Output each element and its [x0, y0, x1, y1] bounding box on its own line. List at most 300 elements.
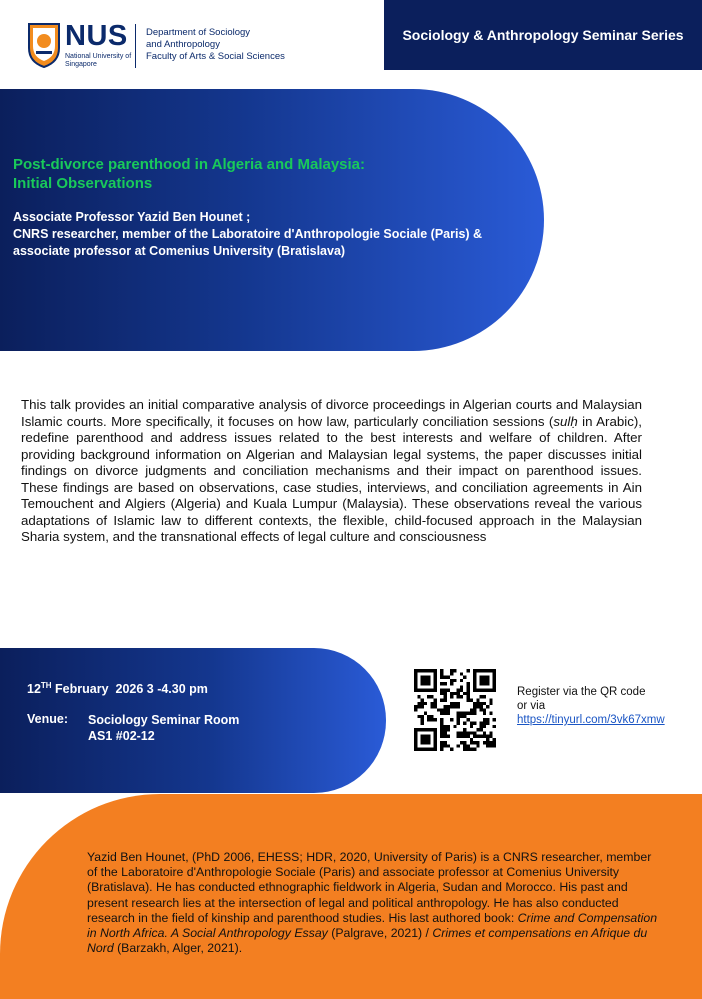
qr-module: [466, 682, 469, 685]
qr-module: [453, 692, 456, 695]
qr-module: [414, 679, 417, 682]
qr-module: [486, 679, 489, 682]
qr-module: [421, 741, 424, 744]
qr-module: [476, 702, 479, 705]
qr-module: [414, 744, 417, 747]
qr-module: [440, 672, 443, 675]
qr-module: [421, 738, 424, 741]
qr-module: [447, 705, 450, 708]
qr-module: [434, 705, 437, 708]
qr-module: [417, 705, 420, 708]
qr-module: [421, 682, 424, 685]
event-day-suffix: TH: [40, 681, 52, 690]
qr-module: [440, 741, 443, 744]
qr-module: [466, 735, 469, 738]
qr-module: [483, 679, 486, 682]
qr-module: [444, 699, 447, 702]
qr-module: [453, 669, 456, 672]
qr-module: [489, 689, 492, 692]
qr-module: [427, 728, 430, 731]
qr-module: [417, 715, 420, 718]
qr-module: [489, 699, 492, 702]
qr-module: [421, 699, 424, 702]
qr-module: [457, 712, 460, 715]
qr-module: [460, 712, 463, 715]
qr-module: [483, 718, 486, 721]
qr-module: [417, 695, 420, 698]
qr-module: [486, 705, 489, 708]
speaker-line-3: associate professor at Comenius University (Bratislava): [13, 244, 346, 258]
qr-module: [434, 738, 437, 741]
qr-module: [421, 721, 424, 724]
qr-module: [460, 689, 463, 692]
qr-module: [470, 708, 473, 711]
qr-module: [450, 682, 453, 685]
qr-module: [466, 731, 469, 734]
nus-wordmark: NUS: [65, 20, 128, 52]
qr-module: [424, 702, 427, 705]
qr-module: [463, 741, 466, 744]
qr-module: [493, 725, 496, 728]
qr-module: [486, 741, 489, 744]
qr-module: [457, 744, 460, 747]
qr-module: [421, 689, 424, 692]
qr-module: [463, 735, 466, 738]
qr-module: [427, 689, 430, 692]
qr-module: [457, 695, 460, 698]
abstract-italic-term: sulḥ: [553, 413, 578, 429]
nus-logo: [27, 22, 297, 72]
qr-module: [450, 692, 453, 695]
qr-module: [417, 689, 420, 692]
qr-module: [457, 689, 460, 692]
qr-module: [476, 705, 479, 708]
qr-module: [430, 705, 433, 708]
qr-module: [493, 718, 496, 721]
qr-module: [470, 731, 473, 734]
qr-module: [473, 705, 476, 708]
qr-module: [450, 718, 453, 721]
qr-module: [427, 676, 430, 679]
qr-module: [453, 705, 456, 708]
qr-module: [473, 702, 476, 705]
qr-module: [440, 689, 443, 692]
qr-module: [470, 741, 473, 744]
qr-module: [430, 715, 433, 718]
qr-module: [460, 672, 463, 675]
qr-module: [424, 735, 427, 738]
qr-module: [450, 695, 453, 698]
qr-module: [434, 728, 437, 731]
qr-module: [463, 731, 466, 734]
qr-module: [480, 695, 483, 698]
qr-module: [466, 699, 469, 702]
qr-module: [440, 728, 443, 731]
venue-line-2: AS1 #02-12: [88, 729, 155, 743]
qr-module: [424, 738, 427, 741]
qr-module: [493, 676, 496, 679]
speaker-info: [13, 209, 513, 260]
qr-module: [444, 705, 447, 708]
qr-module: [493, 672, 496, 675]
qr-module: [483, 682, 486, 685]
qr-module: [427, 738, 430, 741]
qr-module: [434, 731, 437, 734]
qr-module: [424, 741, 427, 744]
qr-module: [480, 676, 483, 679]
qr-module: [427, 715, 430, 718]
qr-module: [434, 702, 437, 705]
qr-module: [440, 735, 443, 738]
qr-module: [480, 728, 483, 731]
qr-module: [483, 731, 486, 734]
qr-module: [427, 718, 430, 721]
qr-module: [463, 715, 466, 718]
qr-module: [470, 712, 473, 715]
qr-module: [414, 731, 417, 734]
qr-module: [483, 712, 486, 715]
qr-module: [417, 669, 420, 672]
qr-module: [486, 744, 489, 747]
qr-module: [440, 744, 443, 747]
qr-module: [486, 718, 489, 721]
qr-module: [427, 695, 430, 698]
register-link[interactable]: https://tinyurl.com/3vk67xmw: [517, 714, 665, 726]
registration-info: [517, 685, 697, 727]
qr-module: [414, 728, 417, 731]
qr-module: [476, 689, 479, 692]
qr-module: [473, 676, 476, 679]
qr-module: [430, 695, 433, 698]
qr-module: [427, 679, 430, 682]
qr-module: [447, 728, 450, 731]
department-name: [146, 27, 316, 63]
qr-module: [480, 705, 483, 708]
qr-module: [447, 708, 450, 711]
qr-module: [447, 676, 450, 679]
nus-fullname: National University of Singapore: [65, 53, 132, 68]
event-date: [27, 681, 208, 696]
talk-title: [13, 155, 483, 193]
qr-module: [483, 725, 486, 728]
qr-module: [430, 669, 433, 672]
qr-module: [447, 689, 450, 692]
qr-module: [473, 708, 476, 711]
dept-line-1: Department of Sociology: [146, 27, 251, 38]
qr-module: [466, 712, 469, 715]
qr-module: [440, 682, 443, 685]
qr-module: [434, 669, 437, 672]
qr-module: [444, 741, 447, 744]
qr-module: [460, 735, 463, 738]
qr-module: [434, 682, 437, 685]
qr-module: [473, 669, 476, 672]
qr-module: [444, 695, 447, 698]
qr-module: [440, 708, 443, 711]
qr-module: [417, 702, 420, 705]
qr-module: [480, 702, 483, 705]
qr-module: [493, 738, 496, 741]
logo-divider: [135, 24, 136, 68]
bio-book-1: Crime and Compensation in North Africa. A Social Anthropology Essay: [87, 910, 658, 941]
qr-module: [463, 728, 466, 731]
qr-module: [453, 702, 456, 705]
qr-module: [460, 741, 463, 744]
qr-module: [486, 735, 489, 738]
qr-module: [414, 672, 417, 675]
qr-module: [457, 718, 460, 721]
qr-module: [414, 741, 417, 744]
qr-module: [421, 735, 424, 738]
qr-module: [440, 699, 443, 702]
qr-module: [463, 744, 466, 747]
qr-module: [460, 685, 463, 688]
qr-module: [440, 718, 443, 721]
qr-module: [453, 725, 456, 728]
qr-module: [427, 669, 430, 672]
qr-module: [473, 735, 476, 738]
qr-module: [457, 692, 460, 695]
qr-module: [473, 685, 476, 688]
qr-module: [489, 741, 492, 744]
qr-module: [424, 682, 427, 685]
qr-module: [424, 712, 427, 715]
qr-module: [473, 682, 476, 685]
qr-module: [421, 676, 424, 679]
qr-module: [486, 669, 489, 672]
qr-module: [421, 669, 424, 672]
abstract-part-2: in Arabic), redefine parenthood and address issues related to the best interests and welfare of children. After providing background information on Algerian and Malaysian legal systems, the paper discusses initial findings on divorce judgments and conciliation mechanisms and their impact on parenthood issues. These findings are based on observations, case studies, interviews, and conciliation agreements in Ain Temouchent and Algiers (Algeria) and Kuala Lumpur (Malaysia). These observations reveal the various adaptations of Islamic law to different contexts, the flexible, child-focused approach in the Malaysian Sharia system, and the transnational effects of legal culture and consciousness: [21, 413, 642, 544]
qr-module: [444, 692, 447, 695]
qr-module: [493, 744, 496, 747]
qr-module: [486, 738, 489, 741]
qr-module: [489, 712, 492, 715]
qr-module: [430, 689, 433, 692]
qr-module: [417, 728, 420, 731]
qr-module: [444, 725, 447, 728]
qr-module: [440, 748, 443, 751]
qr-module: [473, 689, 476, 692]
qr-module: [473, 721, 476, 724]
seminar-series-banner: [384, 0, 702, 70]
qr-module: [450, 672, 453, 675]
qr-module: [483, 702, 486, 705]
qr-module: [473, 748, 476, 751]
qr-module: [483, 689, 486, 692]
qr-module: [434, 699, 437, 702]
qr-module: [421, 705, 424, 708]
qr-module: [414, 708, 417, 711]
bio-book-2: Crimes et compensations en Afrique du Nord: [87, 926, 648, 956]
qr-module: [460, 695, 463, 698]
qr-module: [414, 705, 417, 708]
qr-module: [486, 676, 489, 679]
qr-module: [440, 721, 443, 724]
qr-module: [466, 718, 469, 721]
qr-module: [493, 689, 496, 692]
qr-module: [476, 669, 479, 672]
qr-module: [470, 721, 473, 724]
qr-module: [463, 676, 466, 679]
qr-module: [430, 702, 433, 705]
qr-module: [444, 735, 447, 738]
qr-module: [460, 715, 463, 718]
qr-module: [470, 738, 473, 741]
qr-module: [483, 741, 486, 744]
bio-part-1: Yazid Ben Hounet, (PhD 2006, EHESS; HDR, 2020, University of Paris) is a CNRS researcher, member of the Laboratoire d'Anthropologie Sociale (Paris) and associate professor at Comenius University (Bratislava). He has conducted ethnographic fieldwork in Algeria, Sudan and Morocco. His past and present research lies at the intersection of legal and political anthropology. He has also conducted research in the field of kinship and parenthood studies. His last authored book:: [87, 850, 652, 925]
qr-module: [434, 748, 437, 751]
qr-module: [457, 702, 460, 705]
speaker-line-1: Associate Professor Yazid Ben Hounet ;: [13, 210, 251, 224]
register-line-2: or via: [517, 700, 546, 712]
qr-module: [489, 669, 492, 672]
venue-value: [88, 712, 239, 744]
qr-module: [417, 748, 420, 751]
qr-module: [434, 689, 437, 692]
qr-module: [480, 689, 483, 692]
qr-module: [457, 705, 460, 708]
qr-module: [493, 741, 496, 744]
qr-module: [489, 735, 492, 738]
qr-module: [450, 748, 453, 751]
qr-module: [476, 735, 479, 738]
title-line-2: Initial Observations: [13, 175, 153, 192]
qr-module: [444, 682, 447, 685]
qr-module: [434, 744, 437, 747]
event-date-rest: February 2026 3 -4.30 pm: [51, 682, 208, 697]
qr-module: [457, 735, 460, 738]
qr-module: [480, 682, 483, 685]
dept-line-3: Faculty of Arts & Social Sciences: [146, 51, 285, 62]
qr-module: [483, 708, 486, 711]
qr-module: [424, 689, 427, 692]
qr-module: [414, 682, 417, 685]
qr-module: [414, 735, 417, 738]
qr-module: [434, 679, 437, 682]
qr-module: [427, 748, 430, 751]
qr-module: [483, 735, 486, 738]
qr-module: [444, 731, 447, 734]
qr-module: [430, 748, 433, 751]
venue-label: Venue:: [27, 712, 68, 726]
qr-module: [421, 748, 424, 751]
qr-module: [493, 669, 496, 672]
qr-module: [440, 669, 443, 672]
venue-line-1: Sociology Seminar Room: [88, 713, 240, 727]
qr-module: [470, 748, 473, 751]
abstract-part-1: This talk provides an initial comparative analysis of divorce proceedings in Algerian courts and Malaysian Islamic courts. More specifically, it focuses on how law, particularly conciliation sessions (: [21, 397, 642, 429]
qr-module: [424, 676, 427, 679]
qr-module: [493, 685, 496, 688]
qr-module: [414, 669, 417, 672]
qr-module: [444, 708, 447, 711]
qr-module: [450, 705, 453, 708]
qr-module: [447, 712, 450, 715]
qr-module: [466, 744, 469, 747]
qr-module: [470, 699, 473, 702]
qr-module: [447, 744, 450, 747]
qr-module: [473, 741, 476, 744]
qr-module: [463, 712, 466, 715]
qr-module: [440, 712, 443, 715]
qr-module: [434, 676, 437, 679]
qr-module: [440, 725, 443, 728]
qr-module: [466, 685, 469, 688]
qr-module: [493, 679, 496, 682]
qr-module: [421, 728, 424, 731]
speaker-bio: [87, 850, 662, 956]
qr-module: [486, 682, 489, 685]
qr-module: [473, 731, 476, 734]
qr-module: [427, 682, 430, 685]
qr-module: [434, 741, 437, 744]
qr-module: [476, 741, 479, 744]
register-line-1: Register via the QR code: [517, 686, 646, 698]
qr-module: [486, 721, 489, 724]
qr-module: [480, 725, 483, 728]
qr-module: [480, 721, 483, 724]
qr-module: [414, 689, 417, 692]
speaker-line-2: CNRS researcher, member of the Laboratoire d'Anthropologie Sociale (Paris) &: [13, 227, 483, 241]
qr-module: [489, 744, 492, 747]
qr-module: [463, 721, 466, 724]
qr-module: [463, 692, 466, 695]
qr-module: [414, 676, 417, 679]
qr-module: [457, 721, 460, 724]
qr-module: [463, 748, 466, 751]
qr-module: [427, 735, 430, 738]
qr-module: [483, 676, 486, 679]
qr-module: [466, 692, 469, 695]
qr-module: [427, 741, 430, 744]
qr-module: [480, 669, 483, 672]
qr-module: [421, 702, 424, 705]
qr-module: [430, 728, 433, 731]
qr-module: [440, 731, 443, 734]
nus-crest-icon: [27, 22, 61, 68]
qr-module: [450, 679, 453, 682]
qr-module: [473, 672, 476, 675]
qr-module: [466, 748, 469, 751]
qr-module: [470, 725, 473, 728]
qr-module: [466, 689, 469, 692]
bio-part-3: (Barzakh, Alger, 2021).: [113, 941, 243, 956]
qr-module: [421, 718, 424, 721]
qr-code-icon[interactable]: [414, 669, 496, 751]
qr-module: [434, 672, 437, 675]
qr-module: [430, 718, 433, 721]
qr-module: [483, 669, 486, 672]
qr-module: [444, 676, 447, 679]
qr-module: [483, 695, 486, 698]
qr-module: [440, 676, 443, 679]
qr-module: [421, 715, 424, 718]
qr-module: [424, 728, 427, 731]
qr-module: [434, 735, 437, 738]
dept-line-2: and Anthropology: [146, 39, 220, 50]
qr-module: [424, 748, 427, 751]
qr-module: [421, 679, 424, 682]
qr-module: [473, 712, 476, 715]
qr-module: [476, 744, 479, 747]
qr-module: [424, 669, 427, 672]
qr-module: [434, 718, 437, 721]
series-title: Sociology & Anthropology Seminar Series: [402, 27, 684, 43]
qr-module: [476, 728, 479, 731]
qr-module: [460, 679, 463, 682]
qr-module: [483, 721, 486, 724]
qr-module: [444, 744, 447, 747]
